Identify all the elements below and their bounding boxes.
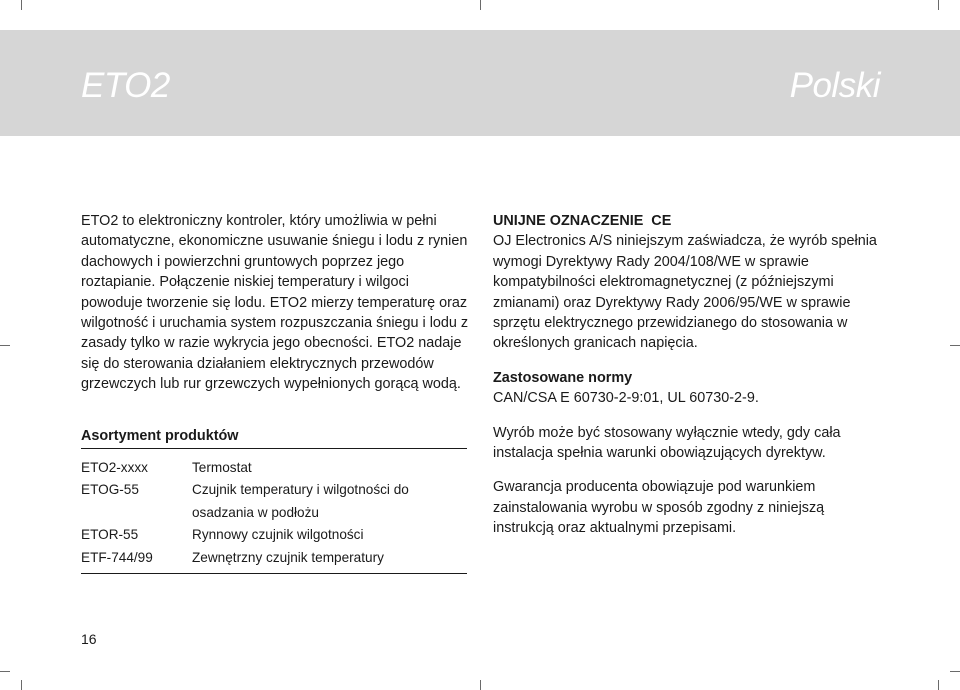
usage-paragraph: Wyrób może być stosowany wyłącznie wtedy, gdy cała instalacja spełnia warunki obowiązujących dyrektyw. [493,424,841,462]
product-code: ETO2-xxxx [81,459,148,475]
page-header [0,30,960,136]
crop-mark [21,680,22,690]
crop-mark [950,345,960,346]
crop-mark [950,671,960,672]
product-code: ETF-744/99 [81,549,153,565]
crop-mark [480,680,481,690]
standards-heading: Zastosowane normy [493,369,633,386]
product-code: ETOG-55 [81,482,139,498]
header-language: Polski [789,66,880,105]
crop-mark [938,0,939,10]
table-row [81,547,467,570]
header-product-title: ETO2 [81,66,170,105]
intro-paragraph: ETO2 to elektroniczny kontroler, który umożliwia w pełni automatyczne, ekonomiczne usuwanie śniegu i lodu z rynien dachowych i powierzchni gruntowych poprzez jego roztapianie. Połączenie niskiej temperatury i wilgoci powoduje tworzenie się lodu. ETO2 mierzy temperaturę oraz wilgotność i uruchamia system rozpuszczania śniegu i lodu z zasady tylko w razie wykrycia jego obecności. ETO2 nadaje się do sterowania działaniem elektrycznych przewodów grzewczych lub rur grzewczych wypełnionych gorącą wodą. [81,213,469,393]
crop-mark [0,671,10,672]
crop-mark [938,680,939,690]
product-code: ETOR-55 [81,527,139,543]
table-row [81,524,467,547]
left-column [81,211,470,574]
product-description: Termostat [192,459,252,475]
table-row [81,457,467,480]
product-description: Czujnik temperatury i wilgotności do osadzania w podłożu [192,482,409,520]
table-row [81,479,467,524]
ce-marking-paragraph: OJ Electronics A/S niniejszym zaświadcza, że wyrób spełnia wymogi Dyrektywy Rady 2004/108/WE w sprawie kompatybilności elektromagnetycznej (z późniejszymi zmianami) oraz Dyrektywy Rady 2006/95/WE w sprawie sprzętu elektrycznego przewidzianego do stosowania w określonych granicach napięcia. [493,233,877,352]
product-description: Rynnowy czujnik wilgotności [192,527,364,543]
crop-mark [0,345,10,346]
products-table [81,449,467,575]
crop-mark [480,0,481,10]
crop-mark [21,0,22,10]
right-column [493,211,885,539]
product-description: Zewnętrzny czujnik temperatury [192,549,384,565]
products-section-title: Asortyment produktów [81,426,467,449]
standards-paragraph: CAN/CSA E 60730-2-9:01, UL 60730-2-9. [493,390,759,407]
ce-marking-heading: UNIJNE OZNACZENIE CE [493,213,672,229]
warranty-paragraph: Gwarancja producenta obowiązuje pod warunkiem zainstalowania wyrobu w sposób zgodny z niniejszą instrukcją oraz aktualnymi przepisami. [493,479,825,537]
page-number: 16 [81,631,97,647]
